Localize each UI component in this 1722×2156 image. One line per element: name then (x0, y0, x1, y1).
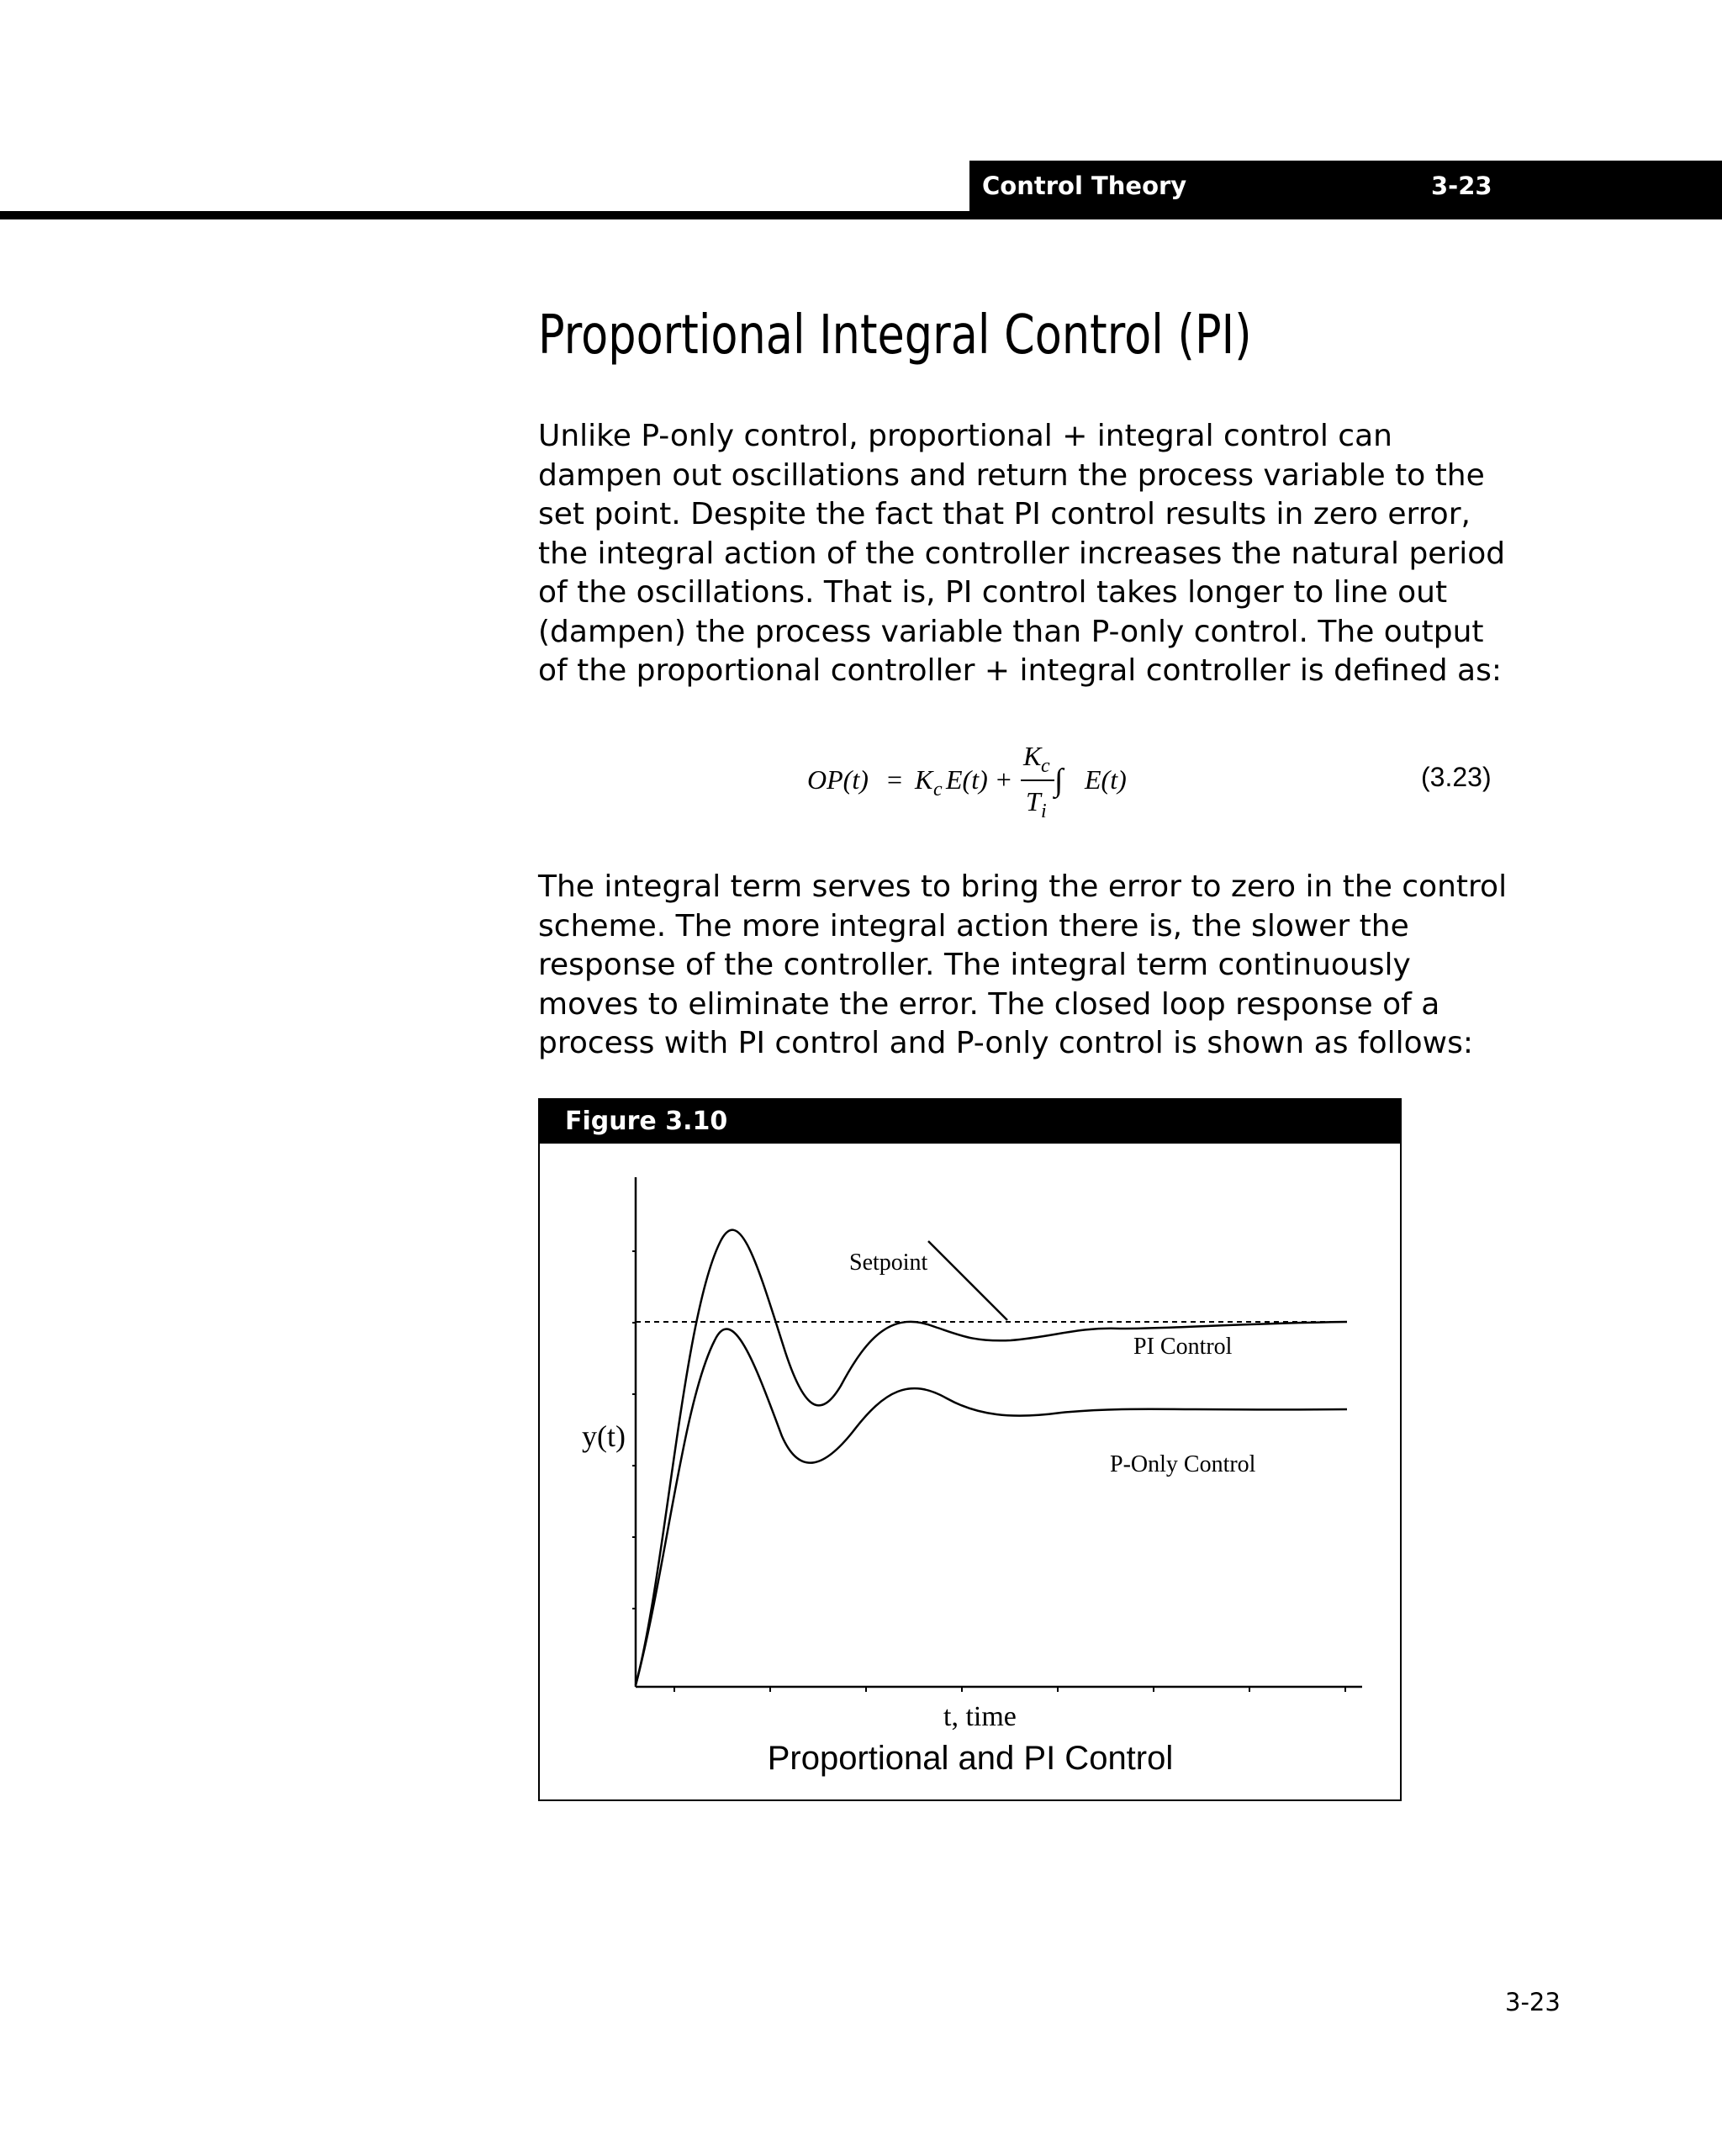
setpoint-annotation: Setpoint (849, 1250, 928, 1276)
eq-frac-den-sub: i (1041, 801, 1047, 822)
eq-term1-rest: E(t) + (946, 764, 1013, 795)
eq-integral-sign: ∫ (1054, 763, 1064, 798)
eq-frac-num: K (1023, 741, 1042, 771)
p-only-control-label: P-Only Control (1110, 1451, 1256, 1477)
eq-integrand: E(t) (1085, 764, 1127, 795)
x-axis-label: t, time (943, 1701, 1017, 1732)
eq-term1: K (915, 764, 933, 795)
equation-number: (3.23) (1421, 762, 1492, 792)
header-section-title: Control Theory (982, 172, 1187, 200)
intro-paragraph: Unlike P-only control, proportional + integral control can dampen out oscillations and return the process variable to the set point. Despite the fact that PI control results in zero error, the integral action of the controller increases the natural period of the oscillations. That is, PI control takes longer to line out (dampen) the process variable than P-only control. The output of the proportional controller + integral controller is defined as: (538, 419, 1506, 688)
figure-label: Figure 3.10 (565, 1107, 728, 1136)
page-title: Proportional Integral Control (PI) (538, 304, 1252, 367)
y-axis-label: y(t) (582, 1419, 626, 1453)
eq-frac-den: T (1026, 786, 1041, 816)
eq-equals: = (887, 764, 903, 795)
eq-term1-sub: c (933, 779, 943, 801)
equation-3-23 (790, 740, 1228, 832)
response-chart (540, 1100, 1400, 1799)
eq-frac-num-sub: c (1041, 755, 1050, 777)
eq-lhs: OP(t) (807, 764, 869, 795)
p-only-control-curve (636, 1329, 1347, 1685)
pi-control-label: PI Control (1133, 1334, 1233, 1360)
figure-3-10 (538, 1098, 1402, 1801)
page-number: 3-23 (1505, 1988, 1561, 2016)
integral-paragraph: The integral term serves to bring the error to zero in the control scheme. The more integral action there is, the slower the response of the controller. The integral term continuously moves to eliminate the error. The closed loop response of a process with PI control and P-only control is shown as follows: (538, 869, 1508, 1060)
chart-title: Proportional and PI Control (767, 1740, 1174, 1777)
setpoint-annotation-arrow (928, 1241, 1007, 1320)
header-page-ref: 3-23 (1431, 172, 1492, 200)
